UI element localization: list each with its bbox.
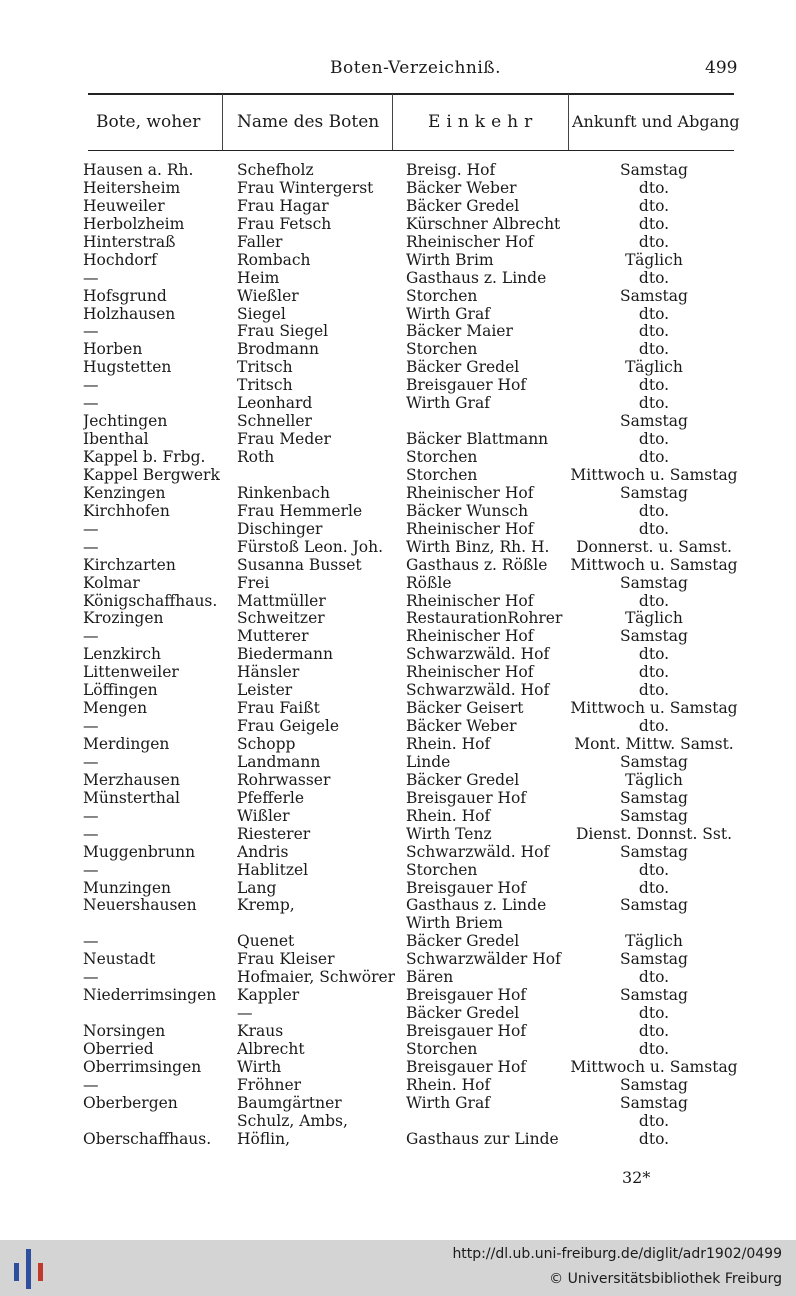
logo-bar: [26, 1249, 31, 1289]
schedule-cell: dto.: [638, 1004, 670, 1023]
origin-cell: —: [83, 932, 99, 951]
table-top-rule: [88, 93, 734, 95]
schedule-cell: dto.: [638, 322, 670, 341]
schedule-cell: Mittwoch u. Samstag: [570, 699, 738, 718]
courier-name-cell: Frau Hemmerle: [237, 501, 363, 520]
schedule-cell: Mittwoch u. Samstag: [570, 1057, 738, 1076]
column-divider: [222, 94, 223, 150]
schedule-cell: dto.: [638, 214, 670, 233]
courier-name-cell: Baumgärtner: [237, 1093, 342, 1112]
courier-name-cell: Tritsch: [237, 376, 293, 395]
courier-name-cell: Schulz, Ambs,: [237, 1111, 348, 1130]
table-row: [0, 879, 796, 897]
schedule-cell: dto.: [638, 860, 670, 879]
table-row: [0, 269, 796, 287]
schedule-cell: Samstag: [620, 752, 688, 771]
origin-cell: —: [83, 376, 99, 395]
inn-cell: Bären: [406, 968, 454, 987]
courier-name-cell: Frau Siegel: [237, 322, 329, 341]
inn-cell: Gasthaus zur Linde: [406, 1129, 559, 1148]
schedule-cell: dto.: [638, 681, 670, 700]
origin-cell: Holzhausen: [83, 304, 176, 323]
schedule-cell: Täglich: [625, 609, 683, 628]
courier-name-cell: Frau Fetsch: [237, 214, 332, 233]
table-row: [0, 412, 796, 430]
table-row: [0, 215, 796, 233]
table-row: [0, 358, 796, 376]
courier-name-cell: Biedermann: [237, 645, 333, 664]
courier-name-cell: Quenet: [237, 932, 295, 951]
origin-cell: Hugstetten: [83, 358, 172, 377]
schedule-cell: dto.: [638, 196, 670, 215]
schedule-cell: dto.: [638, 878, 670, 897]
table-row: [0, 825, 796, 843]
courier-name-cell: Hänsler: [237, 663, 300, 682]
table-row: [0, 484, 796, 502]
schedule-cell: Samstag: [620, 1075, 688, 1094]
column-divider: [392, 94, 393, 150]
origin-cell: Heuweiler: [83, 196, 165, 215]
origin-cell: Neustadt: [83, 950, 156, 969]
schedule-cell: dto.: [638, 519, 670, 538]
table-row: [0, 771, 796, 789]
table-row: [0, 287, 796, 305]
schedule-cell: Täglich: [625, 932, 683, 951]
inn-cell: Kürschner Albrecht: [406, 214, 561, 233]
inn-cell: Bäcker Gredel: [406, 358, 520, 377]
origin-cell: Königschaffhaus.: [83, 591, 218, 610]
courier-name-cell: Siegel: [237, 304, 286, 323]
inn-cell: Schwarzwäld. Hof: [406, 681, 550, 700]
table-row: [0, 896, 796, 914]
table-row: [0, 233, 796, 251]
schedule-cell: dto.: [638, 1129, 670, 1148]
table-row: [0, 843, 796, 861]
column-header-inn: Einkehr: [428, 112, 539, 132]
courier-name-cell: Albrecht: [237, 1039, 305, 1058]
origin-cell: Oberschaffhaus.: [83, 1129, 212, 1148]
inn-cell: Rheinischer Hof: [406, 483, 534, 502]
schedule-cell: dto.: [638, 394, 670, 413]
courier-name-cell: Susanna Busset: [237, 555, 362, 574]
copyright-notice: © Universitätsbibliothek Freiburg: [549, 1271, 782, 1287]
courier-name-cell: Leonhard: [237, 394, 313, 413]
schedule-cell: Mittwoch u. Samstag: [570, 555, 738, 574]
inn-cell: Bäcker Gredel: [406, 1004, 520, 1023]
inn-cell: Wirth Graf: [406, 394, 490, 413]
origin-cell: —: [83, 627, 99, 646]
inn-cell: Linde: [406, 752, 451, 771]
inn-cell: Schwarzwälder Hof: [406, 950, 561, 969]
schedule-cell: dto.: [638, 663, 670, 682]
origin-cell: —: [83, 322, 99, 341]
courier-name-cell: Brodmann: [237, 340, 319, 359]
table-row: [0, 986, 796, 1004]
schedule-cell: Mittwoch u. Samstag: [570, 465, 738, 484]
table-row: [0, 609, 796, 627]
inn-cell: Bäcker Weber: [406, 178, 517, 197]
table-row: [0, 340, 796, 358]
origin-cell: Horben: [83, 340, 143, 359]
table-row: [0, 251, 796, 269]
inn-cell: Breisgauer Hof: [406, 376, 527, 395]
table-row: [0, 161, 796, 179]
table-row: [0, 1058, 796, 1076]
origin-cell: —: [83, 968, 99, 987]
table-row: [0, 950, 796, 968]
origin-cell: —: [83, 268, 99, 287]
inn-cell: Bäcker Blattmann: [406, 430, 549, 449]
inn-cell: Rheinischer Hof: [406, 232, 534, 251]
origin-cell: —: [83, 537, 99, 556]
table-row: [0, 932, 796, 950]
origin-cell: Munzingen: [83, 878, 172, 897]
courier-name-cell: Hablitzel: [237, 860, 309, 879]
inn-cell: Rhein. Hof: [406, 1075, 491, 1094]
inn-cell: Storchen: [406, 465, 478, 484]
schedule-cell: Samstag: [620, 573, 688, 592]
courier-name-cell: Wirth: [237, 1057, 282, 1076]
schedule-cell: Donnerst. u. Samst.: [576, 537, 732, 556]
courier-name-cell: Rombach: [237, 250, 311, 269]
table-row: [0, 645, 796, 663]
courier-name-cell: Frei: [237, 573, 270, 592]
running-title: Boten-Verzeichniß.: [330, 58, 502, 78]
origin-cell: Niederrimsingen: [83, 986, 217, 1005]
origin-cell: —: [83, 752, 99, 771]
origin-cell: Kirchzarten: [83, 555, 176, 574]
running-head: [0, 58, 796, 82]
origin-cell: Muggenbrunn: [83, 842, 196, 861]
origin-cell: —: [83, 824, 99, 843]
table-row: [0, 376, 796, 394]
courier-name-cell: Dischinger: [237, 519, 323, 538]
origin-cell: Jechtingen: [83, 412, 168, 431]
schedule-cell: dto.: [638, 968, 670, 987]
origin-cell: —: [83, 519, 99, 538]
table-row: [0, 663, 796, 681]
inn-cell: Storchen: [406, 340, 478, 359]
schedule-cell: Samstag: [620, 483, 688, 502]
inn-cell: Breisg. Hof: [406, 161, 496, 179]
table-row: [0, 592, 796, 610]
origin-cell: —: [83, 1075, 99, 1094]
table-row: [0, 914, 796, 932]
permalink-url[interactable]: http://dl.ub.uni-freiburg.de/diglit/adr1902/0499: [452, 1246, 782, 1262]
schedule-cell: dto.: [638, 448, 670, 466]
origin-cell: Hofsgrund: [83, 286, 167, 305]
schedule-cell: Samstag: [620, 986, 688, 1005]
courier-name-cell: Rinkenbach: [237, 483, 330, 502]
table-row: [0, 1076, 796, 1094]
logo-bar: [38, 1263, 43, 1281]
schedule-cell: dto.: [638, 501, 670, 520]
origin-cell: Oberrimsingen: [83, 1057, 202, 1076]
courier-name-cell: Schneller: [237, 412, 312, 431]
origin-cell: Herbolzheim: [83, 214, 185, 233]
origin-cell: Merzhausen: [83, 770, 180, 789]
courier-name-cell: Frau Faißt: [237, 699, 320, 718]
origin-cell: Oberbergen: [83, 1093, 178, 1112]
schedule-cell: dto.: [638, 717, 670, 736]
table-row: [0, 681, 796, 699]
inn-cell: Gasthaus z. Linde: [406, 896, 547, 915]
origin-cell: Mengen: [83, 699, 148, 718]
origin-cell: Münsterthal: [83, 788, 181, 807]
origin-cell: Kolmar: [83, 573, 140, 592]
courier-name-cell: Fürstoß Leon. Joh.: [237, 537, 384, 556]
courier-name-cell: Leister: [237, 681, 293, 700]
courier-name-cell: —: [237, 1004, 253, 1023]
schedule-cell: dto.: [638, 376, 670, 395]
table-row: [0, 735, 796, 753]
schedule-cell: dto.: [638, 1111, 670, 1130]
table-row: [0, 789, 796, 807]
inn-cell: Storchen: [406, 286, 478, 305]
origin-cell: Hausen a. Rh.: [83, 161, 194, 179]
inn-cell: Wirth Graf: [406, 304, 490, 323]
inn-cell: Bäcker Wunsch: [406, 501, 529, 520]
table-row: [0, 502, 796, 520]
schedule-cell: dto.: [638, 1022, 670, 1040]
courier-name-cell: Rohrwasser: [237, 770, 331, 789]
inn-cell: Bäcker Geisert: [406, 699, 524, 718]
table-row: [0, 1004, 796, 1022]
schedule-cell: dto.: [638, 1039, 670, 1058]
table-row: [0, 430, 796, 448]
table-row: [0, 197, 796, 215]
column-header-origin: Bote, woher: [96, 112, 201, 132]
origin-cell: Heitersheim: [83, 178, 181, 197]
origin-cell: Hochdorf: [83, 250, 157, 269]
table-row: [0, 179, 796, 197]
inn-cell: Bäcker Gredel: [406, 196, 520, 215]
column-divider: [568, 94, 569, 150]
table-row: [0, 1094, 796, 1112]
courier-name-cell: Heim: [237, 268, 280, 287]
courier-name-cell: Höflin,: [237, 1129, 291, 1148]
courier-name-cell: Andris: [237, 842, 289, 861]
column-header-schedule: Ankunft und Abgang: [572, 112, 740, 131]
courier-name-cell: Kappler: [237, 986, 300, 1005]
origin-cell: Krozingen: [83, 609, 164, 628]
table-row: [0, 968, 796, 986]
table-row: [0, 466, 796, 484]
courier-name-cell: Mattmüller: [237, 591, 326, 610]
schedule-cell: Samstag: [620, 896, 688, 915]
inn-cell: Rheinischer Hof: [406, 519, 534, 538]
inn-cell: Storchen: [406, 448, 478, 466]
origin-cell: Löffingen: [83, 681, 158, 700]
table-row: [0, 1022, 796, 1040]
inn-cell: Wirth Brim: [406, 250, 494, 269]
schedule-cell: Täglich: [625, 358, 683, 377]
schedule-cell: Samstag: [620, 806, 688, 825]
schedule-cell: dto.: [638, 430, 670, 449]
courier-name-cell: Pfefferle: [237, 788, 305, 807]
inn-cell: Storchen: [406, 860, 478, 879]
table-row: [0, 1112, 796, 1130]
origin-cell: —: [83, 394, 99, 413]
table-row: [0, 520, 796, 538]
inn-cell: RestaurationRohrer: [406, 609, 563, 628]
courier-name-cell: Frau Hagar: [237, 196, 329, 215]
courier-name-cell: Riesterer: [237, 824, 311, 843]
courier-name-cell: Roth: [237, 448, 275, 466]
schedule-cell: Täglich: [625, 770, 683, 789]
inn-cell: Rheinischer Hof: [406, 591, 534, 610]
inn-cell: Breisgauer Hof: [406, 878, 527, 897]
origin-cell: Kappel b. Frbg.: [83, 448, 206, 466]
courier-name-cell: Lang: [237, 878, 277, 897]
origin-cell: Norsingen: [83, 1022, 166, 1040]
inn-cell: Breisgauer Hof: [406, 986, 527, 1005]
inn-cell: Wirth Briem: [406, 914, 503, 933]
inn-cell: Rößle: [406, 573, 452, 592]
schedule-cell: Samstag: [620, 842, 688, 861]
inn-cell: Wirth Tenz: [406, 824, 492, 843]
origin-cell: Lenzkirch: [83, 645, 162, 664]
courier-name-cell: Tritsch: [237, 358, 293, 377]
schedule-cell: Samstag: [620, 286, 688, 305]
inn-cell: Bäcker Weber: [406, 717, 517, 736]
schedule-cell: dto.: [638, 645, 670, 664]
courier-name-cell: Fröhner: [237, 1075, 302, 1094]
inn-cell: Breisgauer Hof: [406, 1057, 527, 1076]
courier-table-body: [0, 161, 796, 1148]
courier-name-cell: Landmann: [237, 752, 321, 771]
schedule-cell: Dienst. Donnst. Sst.: [575, 824, 733, 843]
courier-name-cell: Schefholz: [237, 161, 314, 179]
schedule-cell: Samstag: [620, 161, 688, 179]
table-row: [0, 394, 796, 412]
inn-cell: Gasthaus z. Rößle: [406, 555, 548, 574]
schedule-cell: Samstag: [620, 412, 688, 431]
origin-cell: Kappel Bergwerk: [83, 465, 220, 484]
inn-cell: Rheinischer Hof: [406, 663, 534, 682]
table-row: [0, 861, 796, 879]
schedule-cell: Mont. Mittw. Samst.: [574, 735, 734, 753]
table-row: [0, 753, 796, 771]
origin-cell: —: [83, 860, 99, 879]
inn-cell: Storchen: [406, 1039, 478, 1058]
table-row: [0, 448, 796, 466]
courier-name-cell: Wißler: [237, 806, 290, 825]
origin-cell: —: [83, 806, 99, 825]
courier-name-cell: Frau Meder: [237, 430, 331, 449]
courier-name-cell: Schopp: [237, 735, 296, 753]
inn-cell: Wirth Binz, Rh. H.: [406, 537, 550, 556]
courier-name-cell: Frau Kleiser: [237, 950, 335, 969]
schedule-cell: Täglich: [625, 250, 683, 269]
schedule-cell: dto.: [638, 304, 670, 323]
origin-cell: Oberried: [83, 1039, 154, 1058]
origin-cell: Kirchhofen: [83, 501, 170, 520]
schedule-cell: Samstag: [620, 788, 688, 807]
inn-cell: Bäcker Maier: [406, 322, 513, 341]
page-number: 499: [705, 58, 738, 78]
inn-cell: Bäcker Gredel: [406, 932, 520, 951]
inn-cell: Schwarzwäld. Hof: [406, 842, 550, 861]
inn-cell: Gasthaus z. Linde: [406, 268, 547, 287]
table-header-rule: [88, 150, 734, 151]
table-row: [0, 305, 796, 323]
table-row: [0, 807, 796, 825]
schedule-cell: dto.: [638, 178, 670, 197]
table-row: [0, 1130, 796, 1148]
table-row: [0, 538, 796, 556]
origin-cell: Ibenthal: [83, 430, 149, 449]
inn-cell: Rhein. Hof: [406, 806, 491, 825]
signature-mark: 32*: [622, 1168, 651, 1187]
origin-cell: Kenzingen: [83, 483, 166, 502]
courier-name-cell: Hofmaier, Schwörer: [237, 968, 395, 987]
courier-name-cell: Frau Wintergerst: [237, 178, 374, 197]
courier-name-cell: Kremp,: [237, 896, 295, 915]
origin-cell: Littenweiler: [83, 663, 179, 682]
table-row: [0, 322, 796, 340]
origin-cell: Merdingen: [83, 735, 170, 753]
schedule-cell: dto.: [638, 268, 670, 287]
inn-cell: Wirth Graf: [406, 1093, 490, 1112]
schedule-cell: dto.: [638, 591, 670, 610]
table-row: [0, 556, 796, 574]
library-logo-icon: [10, 1249, 50, 1289]
courier-name-cell: Faller: [237, 232, 283, 251]
table-row: [0, 627, 796, 645]
inn-cell: Breisgauer Hof: [406, 1022, 527, 1040]
inn-cell: Breisgauer Hof: [406, 788, 527, 807]
origin-cell: Hinterstraß: [83, 232, 176, 251]
courier-name-cell: Schweitzer: [237, 609, 325, 628]
courier-name-cell: Frau Geigele: [237, 717, 340, 736]
column-header-name: Name des Boten: [237, 112, 380, 132]
schedule-cell: Samstag: [620, 627, 688, 646]
courier-name-cell: Kraus: [237, 1022, 284, 1040]
table-row: [0, 574, 796, 592]
viewer-footer: [0, 1240, 796, 1296]
inn-cell: Rheinischer Hof: [406, 627, 534, 646]
schedule-cell: dto.: [638, 340, 670, 359]
schedule-cell: Samstag: [620, 950, 688, 969]
inn-cell: Rhein. Hof: [406, 735, 491, 753]
courier-name-cell: Mutterer: [237, 627, 309, 646]
origin-cell: Neuershausen: [83, 896, 197, 915]
courier-name-cell: Wießler: [237, 286, 299, 305]
table-row: [0, 1040, 796, 1058]
table-row: [0, 699, 796, 717]
schedule-cell: dto.: [638, 232, 670, 251]
table-row: [0, 717, 796, 735]
logo-bar: [14, 1263, 19, 1281]
schedule-cell: Samstag: [620, 1093, 688, 1112]
inn-cell: Bäcker Gredel: [406, 770, 520, 789]
inn-cell: Schwarzwäld. Hof: [406, 645, 550, 664]
origin-cell: —: [83, 717, 99, 736]
